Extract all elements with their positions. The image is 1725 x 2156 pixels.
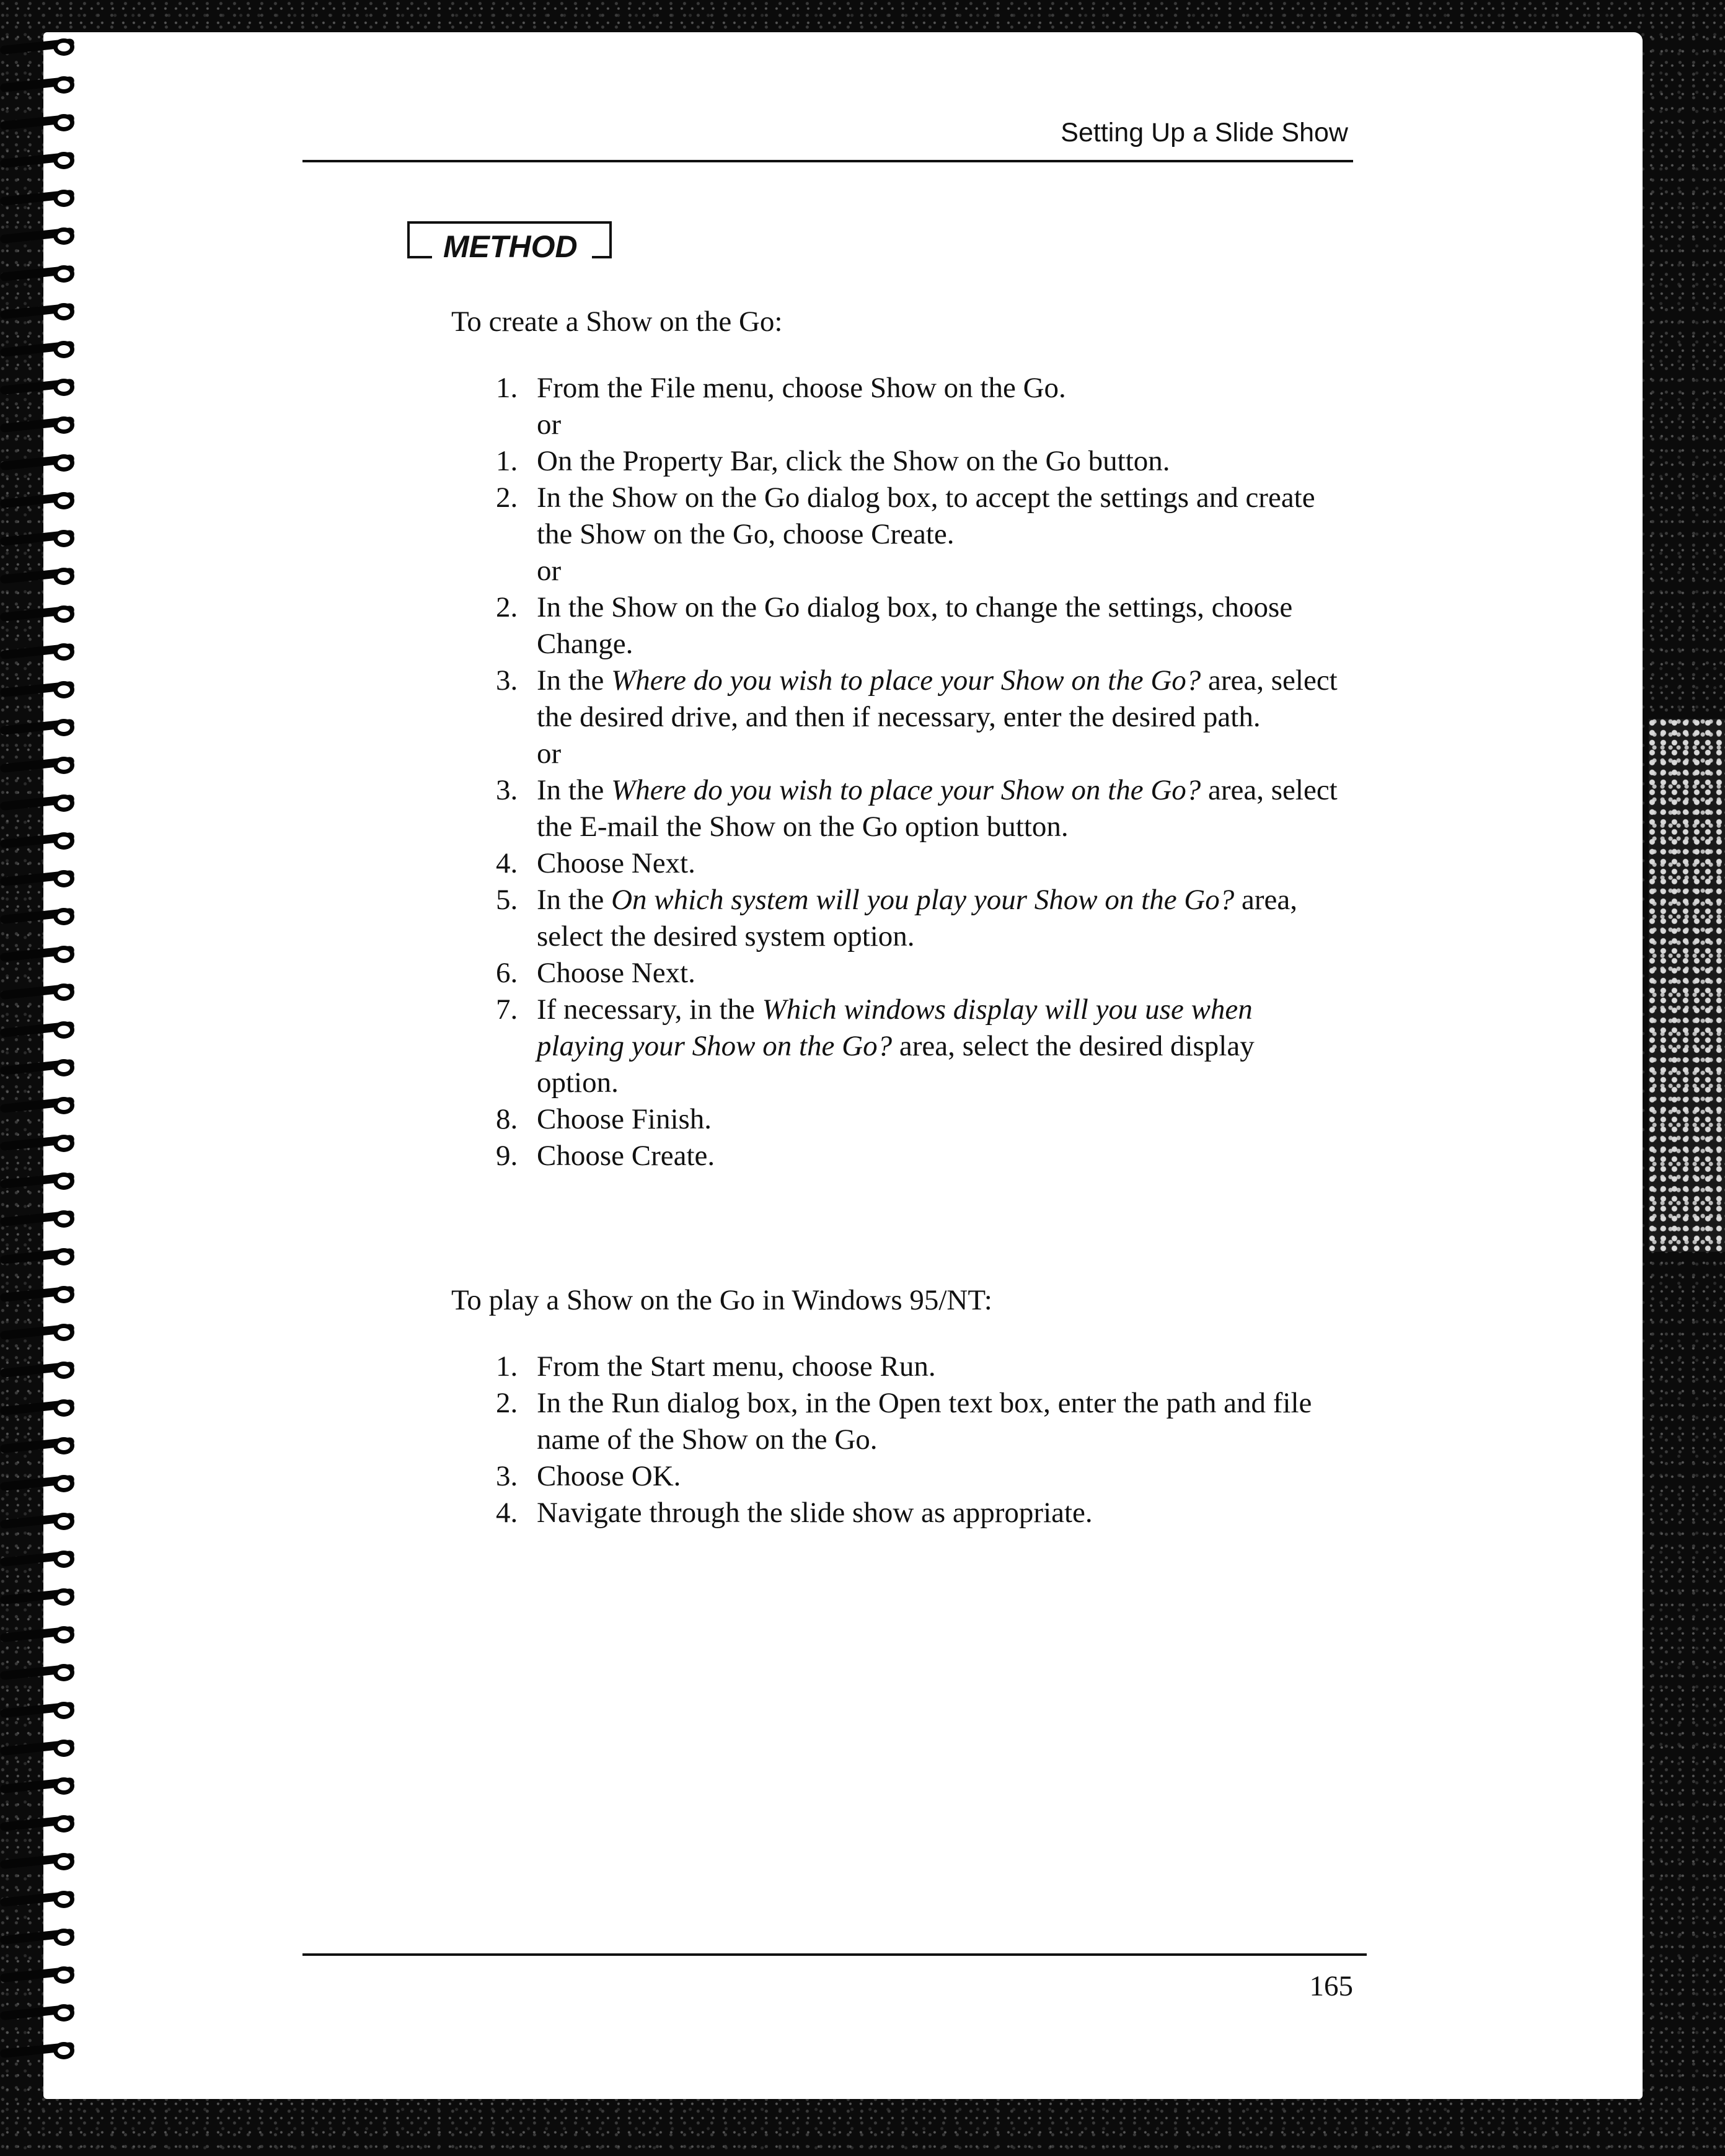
binding-coil xyxy=(0,1587,81,1608)
list-item xyxy=(496,772,1339,845)
binding-hole xyxy=(53,341,74,358)
binding-hole xyxy=(53,568,74,585)
binding-coil xyxy=(0,1701,81,1722)
method-frame-right xyxy=(592,221,612,258)
footer-rule xyxy=(302,1953,1367,1956)
binding-coil xyxy=(0,1436,81,1457)
binding-hole xyxy=(53,1513,74,1530)
binding-coil xyxy=(0,1360,81,1381)
binding-hole xyxy=(53,1059,74,1076)
step-text: Choose OK. xyxy=(537,1460,681,1492)
step-text-pre: In the xyxy=(537,884,612,916)
binding-coil xyxy=(0,415,81,436)
step-number: 6. xyxy=(496,957,518,989)
binding-coil xyxy=(0,831,81,852)
binding-hole xyxy=(53,983,74,1001)
binding-hole xyxy=(53,1362,74,1379)
binding-hole xyxy=(53,1626,74,1643)
binding-hole xyxy=(53,303,74,320)
list-item xyxy=(496,1138,1339,1174)
binding-hole xyxy=(53,114,74,131)
step-text: Choose Create. xyxy=(537,1140,715,1172)
step-text: In the Run dialog box, in the Open text box, enter the path and file name of the Show on the Go. xyxy=(537,1387,1312,1456)
binding-hole xyxy=(53,1740,74,1757)
binding-hole xyxy=(53,1551,74,1568)
spiral-binding xyxy=(0,37,87,2119)
list-item xyxy=(496,992,1339,1101)
list-item xyxy=(496,1458,1339,1495)
binding-coil xyxy=(0,604,81,625)
binding-hole xyxy=(53,1248,74,1265)
section1-intro: To create a Show on the Go: xyxy=(451,306,783,338)
method-frame-top xyxy=(432,221,592,224)
binding-hole xyxy=(53,1286,74,1303)
step-text: Choose Next. xyxy=(537,847,695,879)
binding-coil xyxy=(0,907,81,928)
list-item xyxy=(496,882,1339,955)
step-or: or xyxy=(537,737,562,770)
step-text: On the Property Bar, click the Show on the Go button. xyxy=(537,445,1170,477)
step-text-post: area, select the desired drive, and then if necessary, enter the desired path. xyxy=(537,664,1338,733)
list-item xyxy=(496,480,1339,589)
binding-coil xyxy=(0,377,81,398)
binding-hole xyxy=(53,492,74,509)
step-text-pre: In the xyxy=(537,774,612,806)
binding-hole xyxy=(53,530,74,547)
step-text-pre: If necessary, in the xyxy=(537,993,762,1026)
binding-coil xyxy=(0,491,81,512)
binding-hole xyxy=(53,1437,74,1454)
step-number: 2. xyxy=(496,1387,518,1419)
binding-coil xyxy=(0,944,81,966)
binding-hole xyxy=(53,1929,74,1946)
list-item xyxy=(496,1101,1339,1138)
binding-coil xyxy=(0,1890,81,1911)
binding-hole xyxy=(53,190,74,207)
binding-hole xyxy=(53,152,74,169)
method-label: METHOD xyxy=(438,231,583,262)
binding-coil xyxy=(0,37,81,58)
binding-coil xyxy=(0,75,81,96)
step-number: 7. xyxy=(496,993,518,1026)
step-number: 9. xyxy=(496,1140,518,1172)
binding-hole xyxy=(53,757,74,774)
section2-intro: To play a Show on the Go in Windows 95/NT: xyxy=(451,1284,992,1316)
step-text-emphasis: Which windows display will you use when playing your Show on the Go? xyxy=(537,993,1253,1062)
step-text-post: area, select the E-mail the Show on the Go option button. xyxy=(537,774,1338,843)
binding-coil xyxy=(0,982,81,1003)
binding-hole xyxy=(53,227,74,245)
step-number: 4. xyxy=(496,847,518,879)
step-number: 3. xyxy=(496,664,518,697)
binding-coil xyxy=(0,453,81,474)
binding-coil xyxy=(0,2003,81,2024)
binding-hole xyxy=(53,1135,74,1152)
method-frame-left xyxy=(407,221,432,258)
binding-coil xyxy=(0,1625,81,1646)
binding-hole xyxy=(53,1777,74,1795)
page-number: 165 xyxy=(1309,1970,1353,2002)
list-item xyxy=(496,1385,1339,1458)
binding-hole xyxy=(53,605,74,623)
step-number: 1. xyxy=(496,1350,518,1383)
binding-coil xyxy=(0,302,81,323)
list-item xyxy=(496,662,1339,772)
step-number: 1. xyxy=(496,372,518,404)
binding-coil xyxy=(0,869,81,890)
step-text: Choose Next. xyxy=(537,957,695,989)
binding-coil xyxy=(0,680,81,701)
binding-coil xyxy=(0,1814,81,1835)
list-item xyxy=(496,370,1339,443)
binding-hole xyxy=(53,1021,74,1039)
binding-hole xyxy=(53,643,74,661)
binding-coil xyxy=(0,1852,81,1873)
step-text-post: area, select the desired system option. xyxy=(537,884,1297,953)
binding-coil xyxy=(0,793,81,814)
step-number: 2. xyxy=(496,591,518,623)
step-or: or xyxy=(537,408,562,441)
binding-coil xyxy=(0,566,81,587)
binding-coil xyxy=(0,1058,81,1079)
step-number: 3. xyxy=(496,774,518,806)
binding-hole xyxy=(53,908,74,925)
binding-coil xyxy=(0,1322,81,1344)
list-item xyxy=(496,845,1339,882)
binding-hole xyxy=(53,794,74,812)
list-item xyxy=(496,589,1339,662)
binding-coil xyxy=(0,340,81,361)
binding-hole xyxy=(53,454,74,472)
header-rule xyxy=(302,160,1353,162)
binding-hole xyxy=(53,1399,74,1417)
binding-coil xyxy=(0,1549,81,1570)
binding-coil xyxy=(0,113,81,134)
step-text-emphasis: On which system will you play your Show on the Go? xyxy=(611,884,1235,916)
list-item xyxy=(496,443,1339,480)
binding-hole xyxy=(53,870,74,887)
section2-steps xyxy=(496,1349,1339,1531)
binding-coil xyxy=(0,151,81,172)
running-head: Setting Up a Slide Show xyxy=(1061,118,1348,147)
binding-hole xyxy=(53,832,74,850)
binding-hole xyxy=(53,2004,74,2022)
binding-coil xyxy=(0,1398,81,1419)
step-text: From the Start menu, choose Run. xyxy=(537,1350,936,1383)
step-text-emphasis: Where do you wish to place your Show on the Go? xyxy=(611,664,1201,697)
binding-hole xyxy=(53,1891,74,1908)
binding-hole xyxy=(53,1210,74,1228)
binding-coil xyxy=(0,226,81,247)
binding-coil xyxy=(0,1020,81,1041)
binding-coil xyxy=(0,529,81,550)
binding-hole xyxy=(53,416,74,434)
step-number: 8. xyxy=(496,1103,518,1135)
binding-hole xyxy=(53,38,74,56)
binding-coil xyxy=(0,1965,81,1986)
binding-hole xyxy=(53,1173,74,1190)
scan-edge-texture xyxy=(1649,719,1725,1252)
binding-hole xyxy=(53,1097,74,1114)
step-number: 1. xyxy=(496,445,518,477)
step-text: From the File menu, choose Show on the Go. xyxy=(537,372,1066,404)
step-number: 3. xyxy=(496,1460,518,1492)
binding-coil xyxy=(0,1285,81,1306)
step-text-post: area, select the desired display option. xyxy=(537,1030,1255,1099)
binding-coil xyxy=(0,718,81,739)
list-item xyxy=(496,955,1339,992)
binding-coil xyxy=(0,1738,81,1759)
binding-hole xyxy=(53,76,74,94)
binding-coil xyxy=(0,2041,81,2062)
binding-hole xyxy=(53,1702,74,1719)
binding-coil xyxy=(0,1096,81,1117)
method-box xyxy=(407,221,612,263)
section1-steps xyxy=(496,370,1339,1174)
step-text: In the Show on the Go dialog box, to change the settings, choose Change. xyxy=(537,591,1293,660)
binding-coil xyxy=(0,1663,81,1684)
binding-hole xyxy=(53,1664,74,1681)
binding-coil xyxy=(0,755,81,777)
binding-coil xyxy=(0,1133,81,1155)
binding-hole xyxy=(53,719,74,736)
binding-coil xyxy=(0,1511,81,1533)
binding-coil xyxy=(0,642,81,663)
binding-coil xyxy=(0,1171,81,1192)
step-text: Navigate through the slide show as appropriate. xyxy=(537,1497,1093,1529)
step-text: In the Show on the Go dialog box, to accept the settings and create the Show on the Go, choose Create. xyxy=(537,482,1315,550)
step-or: or xyxy=(537,555,562,587)
list-item xyxy=(496,1495,1339,1531)
step-text: Choose Finish. xyxy=(537,1103,712,1135)
binding-hole xyxy=(53,1475,74,1492)
step-number: 2. xyxy=(496,482,518,514)
binding-hole xyxy=(53,1966,74,1984)
binding-coil xyxy=(0,1776,81,1797)
binding-hole xyxy=(53,2042,74,2059)
binding-coil xyxy=(0,188,81,209)
list-item xyxy=(496,1349,1339,1385)
binding-coil xyxy=(0,1209,81,1230)
binding-coil xyxy=(0,1474,81,1495)
binding-coil xyxy=(0,264,81,285)
binding-hole xyxy=(53,1324,74,1341)
binding-hole xyxy=(53,681,74,698)
step-number: 5. xyxy=(496,884,518,916)
binding-hole xyxy=(53,1815,74,1833)
binding-hole xyxy=(53,379,74,396)
step-text-pre: In the xyxy=(537,664,612,697)
binding-hole xyxy=(53,1588,74,1606)
step-number: 4. xyxy=(496,1497,518,1529)
binding-coil xyxy=(0,1247,81,1268)
binding-hole xyxy=(53,265,74,283)
binding-hole xyxy=(53,946,74,963)
binding-hole xyxy=(53,1853,74,1870)
binding-coil xyxy=(0,1927,81,1948)
step-text-emphasis: Where do you wish to place your Show on the Go? xyxy=(611,774,1201,806)
